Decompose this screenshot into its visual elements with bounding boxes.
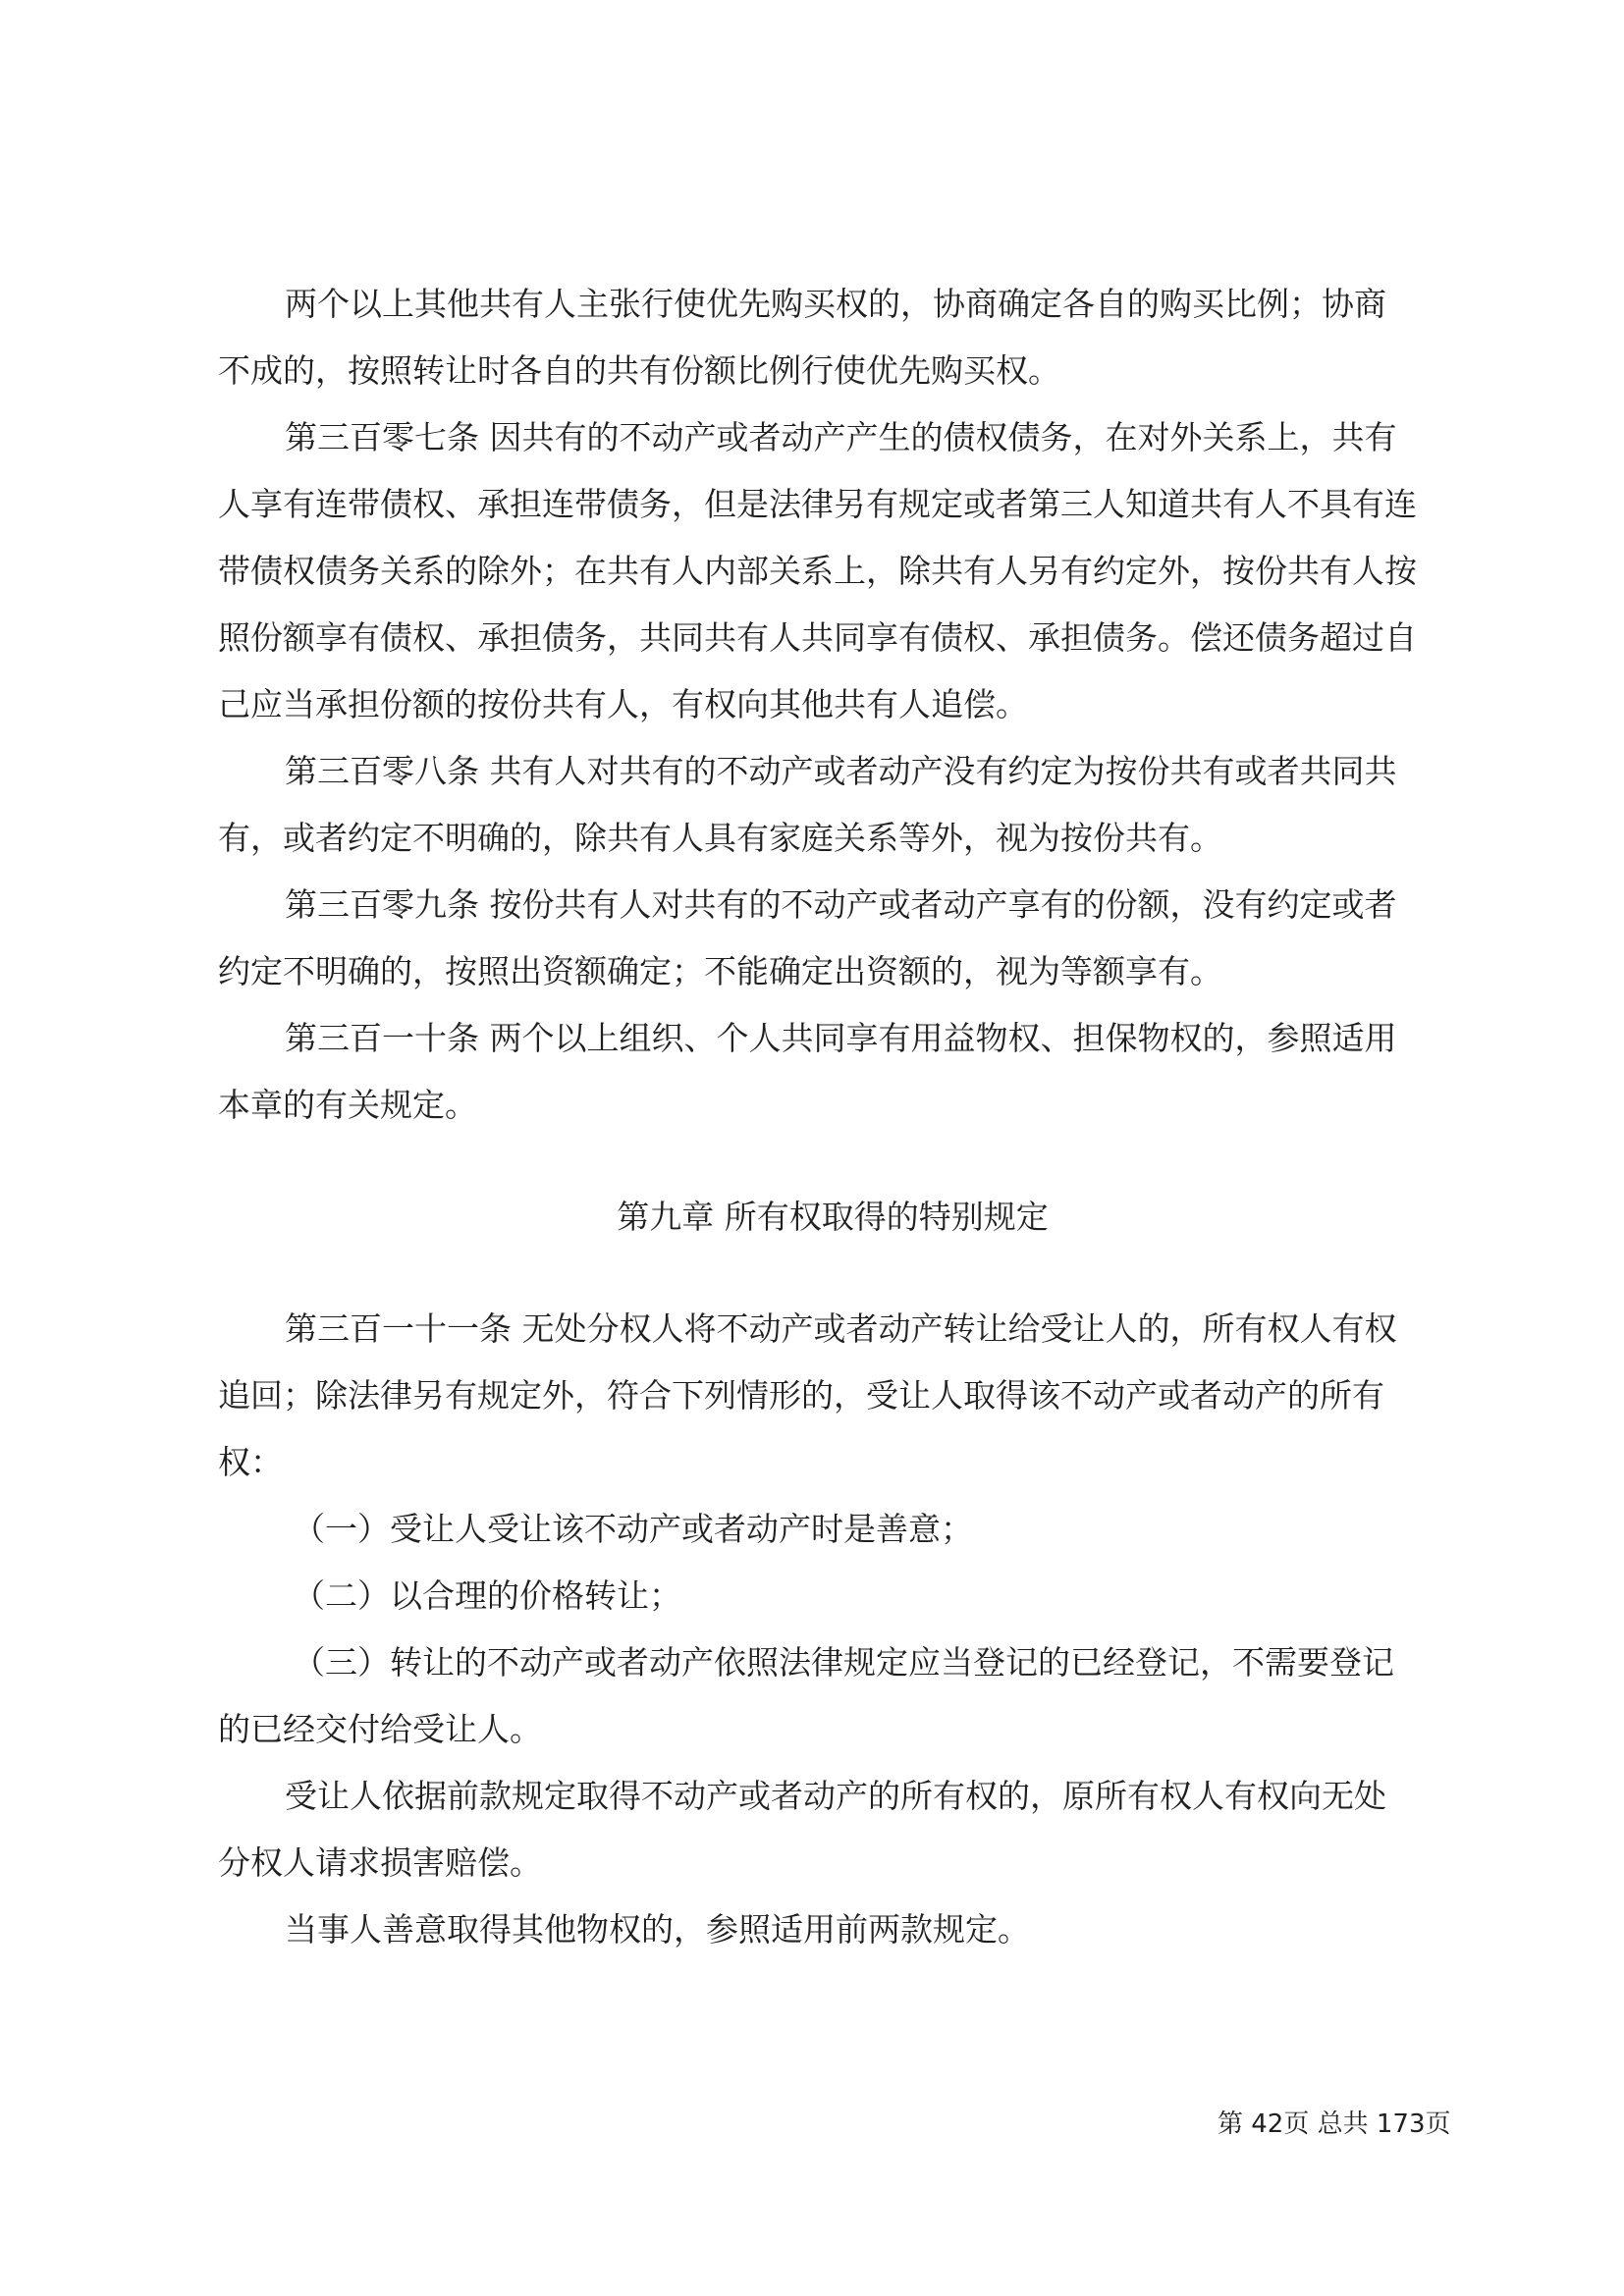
paragraph-damages: 受让人依据前款规定取得不动产或者动产的所有权的，原所有权人有权向无处分权人请求损害赔偿。 bbox=[218, 1777, 1386, 1882]
page-footer bbox=[1218, 2105, 1451, 2144]
article-309: 第三百零九条 按份共有人对共有的不动产或者动产享有的份额，没有约定或者约定不明确的，按照出资额确定；不能确定出资额的，视为等额享有。 bbox=[218, 885, 1397, 990]
paragraph-preemption-ratio: 两个以上其他共有人主张行使优先购买权的，协商确定各自的购买比例；协商不成的，按照转让时各自的共有份额比例行使优先购买权。 bbox=[218, 285, 1386, 390]
page-number: 第 42页 bbox=[1218, 2109, 1310, 2139]
article-307: 第三百零七条 因共有的不动产或者动产产生的债权债务，在对外关系上，共有人享有连带债权、承担连带债务，但是法律另有规定或者第三人知道共有人不具有连带债权债务关系的除外；在共有人内部关系上，除共有人另有约定外，按份共有人按照份额享有债权、承担债务，共同共有人共同享有债权、承担债务。偿还债务超过自己应当承担份额的按份共有人，有权向其他共有人追偿。 bbox=[218, 418, 1417, 723]
article-310: 第三百一十条 两个以上组织、个人共同享有用益物权、担保物权的，参照适用本章的有关规定。 bbox=[218, 1019, 1397, 1124]
document-body bbox=[218, 271, 1418, 1963]
total-pages: 总共 173页 bbox=[1317, 2109, 1451, 2139]
chapter-title: 第九章 所有权取得的特别规定 bbox=[617, 1198, 1049, 1236]
paragraph-other-rights: 当事人善意取得其他物权的，参照适用前两款规定。 bbox=[285, 1910, 1030, 1949]
article-311: 第三百一十一条 无处分权人将不动产或者动产转让给受让人的，所有权人有权追回；除法律另有规定外，符合下列情形的，受让人取得该不动产或者动产的所有权： bbox=[218, 1309, 1397, 1481]
list-item: （三）转让的不动产或者动产依照法律规定应当登记的已经登记，不需要登记的已经交付给受让人。 bbox=[218, 1643, 1394, 1748]
list-item: （一）受让人受让该不动产或者动产时是善意； bbox=[293, 1510, 973, 1548]
article-308: 第三百零八条 共有人对共有的不动产或者动产没有约定为按份共有或者共同共有，或者约定不明确的，除共有人具有家庭关系等外，视为按份共有。 bbox=[218, 752, 1397, 857]
list-item: （二）以合理的价格转让； bbox=[293, 1576, 681, 1615]
